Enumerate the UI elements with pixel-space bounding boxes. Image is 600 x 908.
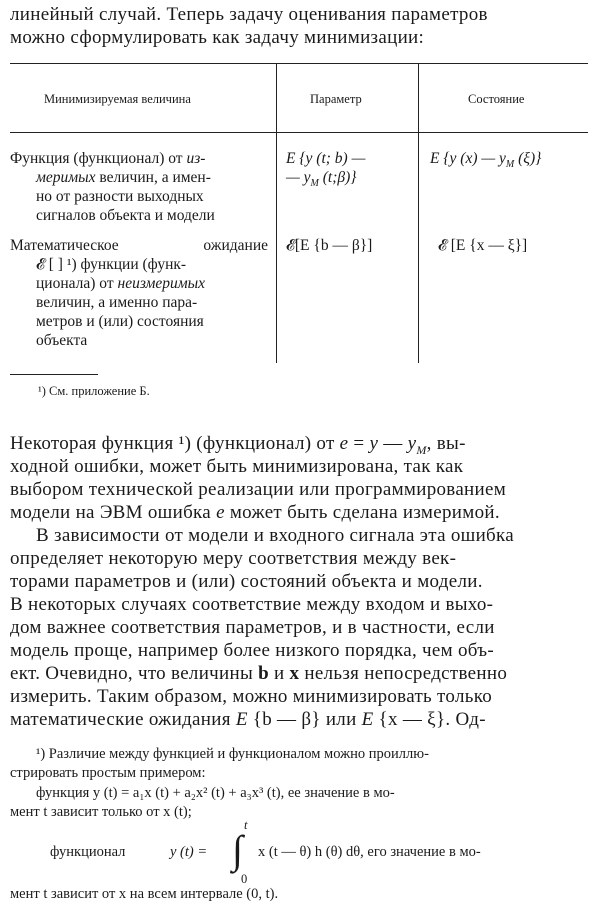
intro-line-1: линейный случай. Теперь задачу оценивания параметров bbox=[10, 4, 488, 25]
row1-parameter-line-2: — $y_M$ (t;β)} bbox=[286, 169, 357, 190]
row1-parameter-line-1: E {y (t; b) — bbox=[286, 150, 366, 167]
row2-desc-line-3: ционала) от неизмеримых bbox=[36, 275, 206, 292]
row1-state: E {y (x) — $y_M$ (ξ)} bbox=[430, 150, 542, 171]
footnote-line-4: мент t зависит только от x (t); bbox=[10, 804, 192, 820]
row2-desc-line-5: метров и (или) состояния bbox=[36, 313, 204, 330]
row2-state: 𝓔 [E {x — ξ}] bbox=[438, 237, 528, 254]
integral-sign: ∫ bbox=[232, 827, 243, 872]
table-header-rule bbox=[10, 132, 588, 133]
body-p2-line-9: математические ожидания E {b — β} или E {x — ξ}. Од- bbox=[10, 709, 486, 730]
footnote-line-3: функция y (t) = a₁x (t) + a₂x² (t) + a₃x³ (t), ее значение в мо- bbox=[36, 785, 395, 801]
row2-desc-line-4: величин, а именно пара- bbox=[36, 294, 198, 311]
body-p2-line-2: определяет некоторую меру соответствия между век- bbox=[10, 548, 457, 569]
row2-parameter: 𝓔[E {b — β}] bbox=[286, 237, 373, 254]
table-header-state: Состояние bbox=[468, 92, 525, 106]
table-col-divider-1 bbox=[276, 63, 277, 363]
table-header-parameter: Параметр bbox=[310, 92, 362, 106]
table-header-quantity: Минимизируемая величина bbox=[44, 92, 191, 106]
table-top-rule bbox=[10, 63, 588, 64]
row2-desc-line-6: объекта bbox=[36, 332, 88, 349]
body-p2-line-5: дом важнее соответствия параметров, и в частности, если bbox=[10, 617, 495, 638]
body-p1-line-3: выбором технической реализации или программированием bbox=[10, 479, 507, 500]
footnote-line-6: мент t зависит от x на всем интервале (0, t). bbox=[10, 886, 279, 902]
intro-line-2: можно сформулировать как задачу минимизации: bbox=[10, 27, 425, 48]
body-p2-line-7: ект. Очевидно, что величины b и x нельзя непосредственно bbox=[10, 663, 508, 684]
body-p1-line-4: модели на ЭВМ ошибка e может быть сделана измеримой. bbox=[10, 502, 500, 523]
integral-upper-limit: t bbox=[244, 818, 248, 832]
body-p2-line-3: торами параметров и (или) состояний объекта и модели. bbox=[10, 571, 483, 592]
table-footnote: ¹) См. приложение Б. bbox=[38, 384, 150, 398]
footnote-line-2: стрировать простым примером: bbox=[10, 765, 206, 781]
footnote-line-1: ¹) Различие между функцией и функционалом можно проиллю- bbox=[36, 746, 429, 762]
body-p2-line-4: В некоторых случаях соответствие между входом и выхо- bbox=[10, 594, 494, 615]
footnote-functional-rhs: x (t — θ) h (θ) dθ, его значение в мо- bbox=[258, 844, 481, 860]
body-p2-line-6: модель проще, например более низкого порядка, чем объ- bbox=[10, 640, 495, 661]
table-footnote-rule bbox=[10, 374, 98, 375]
integral-lower-limit: 0 bbox=[241, 872, 248, 886]
row2-desc-line-1: Математическое ожидание bbox=[10, 237, 268, 254]
row1-desc-line-4: сигналов объекта и модели bbox=[36, 207, 215, 224]
body-p2-line-8: измерить. Таким образом, можно минимизировать только bbox=[10, 686, 493, 707]
body-p2-line-1: В зависимости от модели и входного сигнала эта ошибка bbox=[36, 525, 514, 546]
row1-desc-line-2: меримых величин, а имен- bbox=[36, 169, 211, 186]
body-p1-line-1: Некоторая функция ¹) (функционал) от e = y — $y_M$, вы- bbox=[10, 433, 466, 457]
body-p1-line-2: ходной ошибки, может быть минимизирована, так как bbox=[10, 456, 464, 477]
row1-desc-line-3: но от разности выходных bbox=[36, 188, 204, 205]
footnote-functional-lhs: y (t) = bbox=[170, 844, 208, 860]
table-col-divider-2 bbox=[418, 63, 419, 363]
row2-desc-line-2: 𝓔 [ ] ¹) функции (функ- bbox=[36, 256, 187, 273]
row1-desc-line-1: Функция (функционал) от из- bbox=[10, 150, 206, 167]
footnote-functional-label: функционал bbox=[50, 844, 126, 860]
